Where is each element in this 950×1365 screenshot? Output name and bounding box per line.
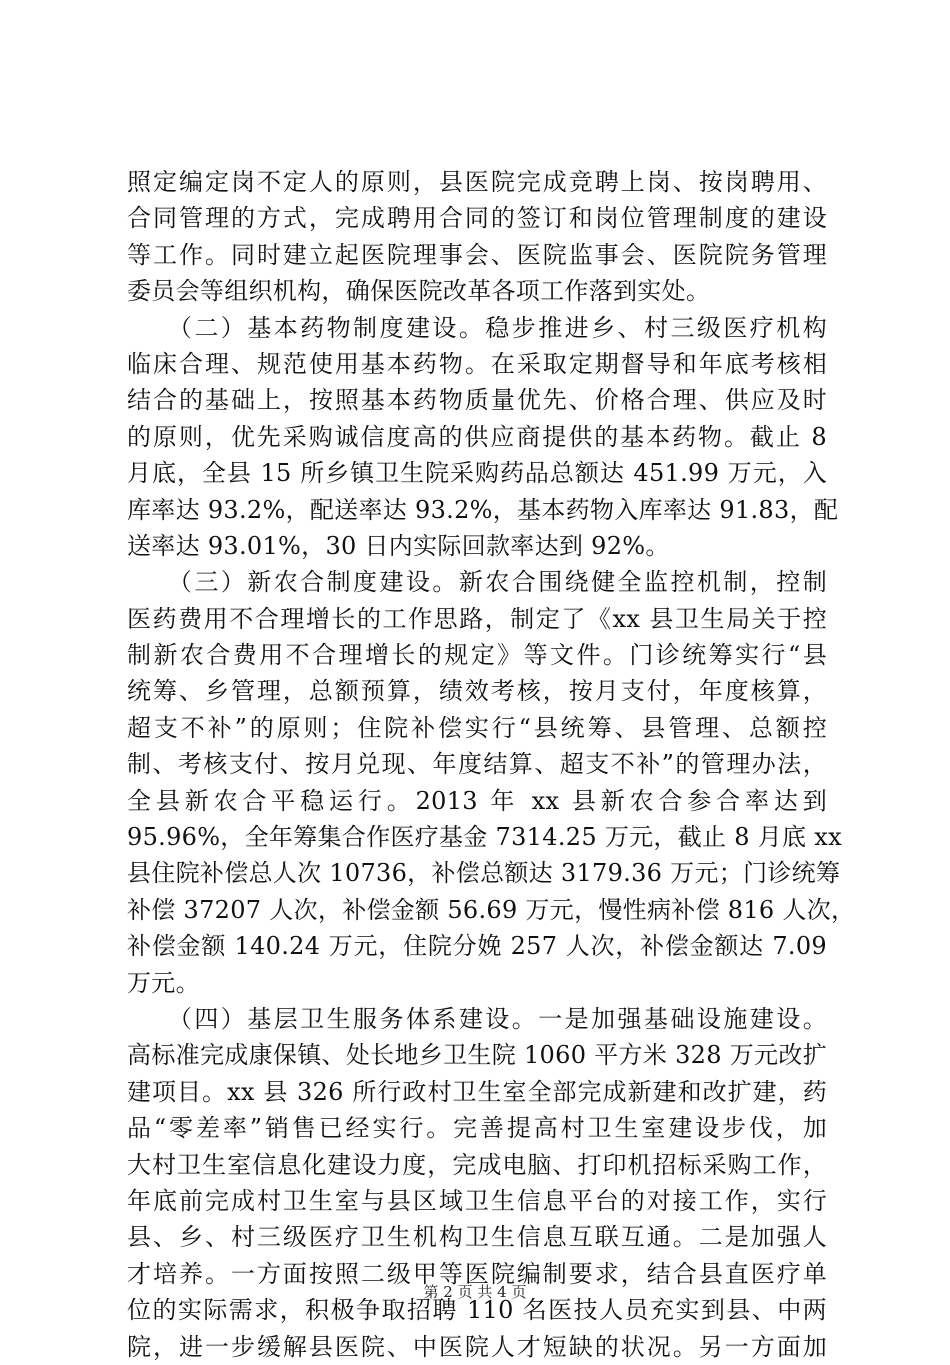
text-line: 超支不补”的原则；住院补偿实行“县统筹、县管理、总额控 — [127, 713, 827, 742]
text-line: 制新农合费用不合理增长的规定》等文件。门诊统筹实行“县 — [127, 641, 827, 670]
text-line: 统筹、乡管理，总额预算，绩效考核，按月支付，年度核算， — [127, 677, 827, 706]
text-line: 95.96%，全年筹集合作医疗基金 7314.25 万元，截止 8 月底 xx — [127, 823, 842, 852]
text-line: （三）新农合制度建设。新农合围绕健全监控机制，控制 — [127, 568, 827, 597]
text-line: 高标准完成康保镇、处长地乡卫生院 1060 平方米 328 万元改扩 — [127, 1041, 827, 1070]
text-line: 月底，全县 15 所乡镇卫生院采购药品总额达 451.99 万元，入 — [127, 459, 827, 488]
text-line: 大村卫生室信息化建设力度，完成电脑、打印机招标采购工作， — [127, 1150, 827, 1179]
text-line: 院，进一步缓解县医院、中医院人才短缺的状况。另一方面加 — [127, 1332, 827, 1361]
text-line: 结合的基础上，按照基本药物质量优先、价格合理、供应及时 — [127, 386, 827, 415]
body-text — [127, 164, 856, 1365]
text-line: 库率达 93.2%，配送率达 93.2%，基本药物入库率达 91.83，配 — [127, 495, 839, 524]
text-line: 万元。 — [127, 968, 200, 997]
text-line: 位的实际需求，积极争取招聘 110 名医技人员充实到县、中两 — [127, 1296, 827, 1325]
text-line: 临床合理、规范使用基本药物。在采取定期督导和年底考核相 — [127, 349, 827, 378]
text-line: 建项目。xx 县 326 所行政村卫生室全部完成新建和改扩建，药 — [127, 1077, 827, 1106]
text-line: 照定编定岗不定人的原则，县医院完成竞聘上岗、按岗聘用、 — [127, 168, 827, 196]
text-line: 委员会等组织机构，确保医院改革各项工作落到实处。 — [127, 277, 711, 306]
text-line: 县住院补偿总人次 10736，补偿总额达 3179.36 万元；门诊统筹 — [127, 859, 841, 888]
text-line: 医药费用不合理增长的工作思路，制定了《xx 县卫生局关于控 — [127, 604, 827, 633]
text-line: 送率达 93.01%，30 日内实际回款率达到 92%。 — [127, 531, 670, 560]
text-line: 年底前完成村卫生室与县区域卫生信息平台的对接工作，实行 — [127, 1186, 827, 1215]
text-line: 全县新农合平稳运行。2013 年 xx 县新农合参合率达到 — [127, 786, 827, 815]
text-line: （二）基本药物制度建设。稳步推进乡、村三级医疗机构 — [127, 313, 827, 342]
text-line: 县、乡、村三级医疗卫生机构卫生信息互联互通。二是加强人 — [127, 1223, 827, 1252]
page-number-footer: 第 2 页 共 4 页 — [423, 1283, 527, 1301]
text-line: 制、考核支付、按月兑现、年度结算、超支不补”的管理办法， — [127, 750, 827, 779]
text-line: 才培养。一方面按照二级甲等医院编制要求，结合县直医疗单 — [127, 1259, 827, 1288]
text-line: 合同管理的方式，完成聘用合同的签订和岗位管理制度的建设 — [127, 204, 827, 233]
text-line: （四）基层卫生服务体系建设。一是加强基础设施建设。 — [127, 1004, 827, 1033]
text-line: 补偿 37207 人次，补偿金额 56.69 万元，慢性病补偿 816 人次， — [127, 895, 856, 924]
text-line: 的原则，优先采购诚信度高的供应商提供的基本药物。截止 8 — [127, 422, 827, 451]
text-line: 品“零差率”销售已经实行。完善提高村卫生室建设步伐，加 — [127, 1114, 827, 1143]
text-line: 补偿金额 140.24 万元，住院分娩 257 人次，补偿金额达 7.09 — [127, 932, 827, 961]
text-line: 等工作。同时建立起医院理事会、医院监事会、医院院务管理 — [127, 240, 827, 269]
